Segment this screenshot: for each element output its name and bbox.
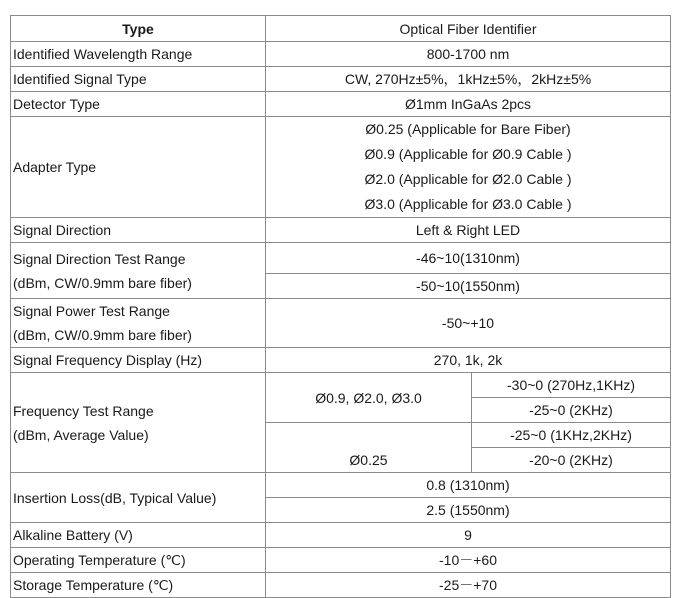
freq-range-value: -30~0 (270Hz,1KHz) — [472, 373, 671, 398]
table-row — [11, 67, 671, 92]
insertion-loss-label: Insertion Loss(dB, Typical Value) — [11, 473, 266, 523]
table-row — [11, 373, 671, 398]
detector-label: Detector Type — [11, 92, 266, 117]
header-row — [11, 16, 671, 42]
direction-range-1550: -50~10(1550nm) — [266, 274, 671, 299]
detector-value: Ø1mm InGaAs 2pcs — [266, 92, 671, 117]
freq-range-value: -25~0 (2KHz) — [472, 398, 671, 423]
header-product-name: Optical Fiber Identifier — [266, 16, 671, 42]
battery-label: Alkaline Battery (V) — [11, 523, 266, 548]
power-range-label: Signal Power Test Range (dBm, CW/0.9mm bare fiber) — [11, 299, 266, 348]
table-row — [11, 573, 671, 598]
wavelength-value: 800-1700 nm — [266, 42, 671, 67]
table-row — [11, 117, 671, 218]
freq-range-adapter-group: Ø0.9, Ø2.0, Ø3.0 — [266, 373, 472, 423]
storage-temp-label: Storage Temperature (℃) — [11, 573, 266, 598]
operating-temp-label: Operating Temperature (℃) — [11, 548, 266, 573]
freq-range-label: Frequency Test Range (dBm, Average Value) — [11, 373, 266, 473]
freq-display-value: 270, 1k, 2k — [266, 348, 671, 373]
table-row — [11, 348, 671, 373]
table-row — [11, 243, 671, 274]
freq-display-label: Signal Frequency Display (Hz) — [11, 348, 266, 373]
table-row — [11, 473, 671, 498]
adapter-option: Ø0.25 (Applicable for Bare Fiber) — [365, 121, 571, 137]
wavelength-label: Identified Wavelength Range — [11, 42, 266, 67]
insertion-loss-1310: 0.8 (1310nm) — [266, 473, 671, 498]
table-row — [11, 299, 671, 348]
signal-type-value: CW, 270Hz±5%，1kHz±5%，2kHz±5% — [266, 67, 671, 92]
adapter-values — [266, 117, 671, 218]
table-row — [11, 218, 671, 243]
insertion-loss-1550: 2.5 (1550nm) — [266, 498, 671, 523]
signal-direction-label: Signal Direction — [11, 218, 266, 243]
storage-temp-value: -25－+70 — [266, 573, 671, 598]
battery-value: 9 — [266, 523, 671, 548]
table-row — [11, 92, 671, 117]
table-row — [11, 548, 671, 573]
table-row — [11, 523, 671, 548]
power-range-value: -50~+10 — [266, 299, 671, 348]
freq-range-adapter-group: Ø0.25 — [266, 423, 472, 473]
adapter-option: Ø3.0 (Applicable for Ø3.0 Cable ) — [364, 196, 572, 212]
freq-range-value: -25~0 (1KHz,2KHz) — [472, 423, 671, 448]
operating-temp-value: -10－+60 — [266, 548, 671, 573]
adapter-option: Ø2.0 (Applicable for Ø2.0 Cable ) — [364, 171, 572, 187]
header-type-label: Type — [11, 16, 266, 42]
signal-type-label: Identified Signal Type — [11, 67, 266, 92]
adapter-label: Adapter Type — [11, 117, 266, 218]
signal-direction-value: Left & Right LED — [266, 218, 671, 243]
direction-range-label: Signal Direction Test Range (dBm, CW/0.9mm bare fiber) — [11, 243, 266, 299]
table-row — [11, 42, 671, 67]
freq-range-value: -20~0 (2KHz) — [472, 448, 671, 473]
spec-table — [10, 15, 671, 598]
direction-range-1310: -46~10(1310nm) — [266, 243, 671, 274]
adapter-option: Ø0.9 (Applicable for Ø0.9 Cable ) — [364, 146, 572, 162]
